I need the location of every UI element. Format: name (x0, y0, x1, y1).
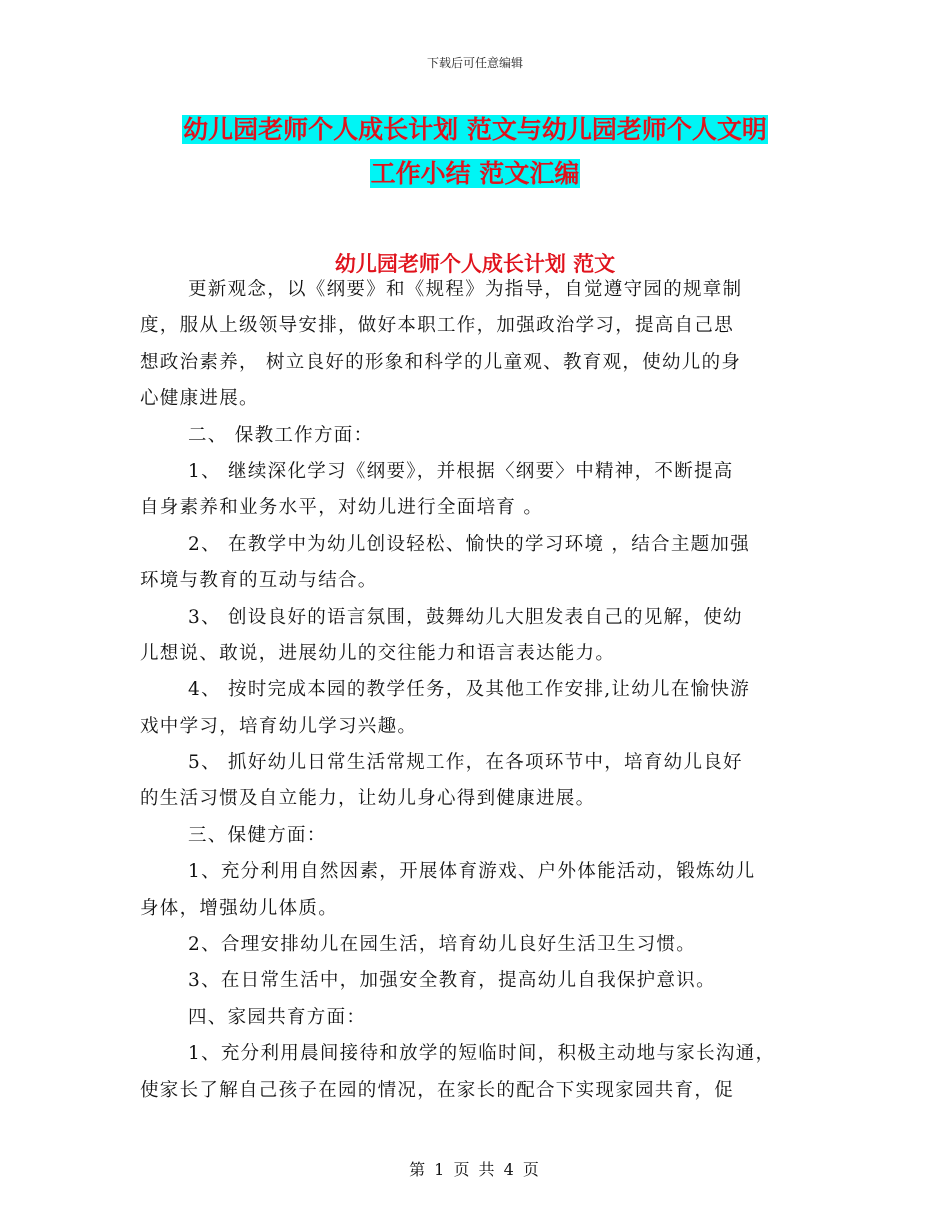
document-title-line-1 (0, 114, 950, 146)
text-line: 2、合理安排幼儿在园生活，培育幼儿良好生活卫生习惯。 (188, 934, 697, 956)
text-line: 四、家园共育方面： (188, 1006, 367, 1028)
text-line: 1、充分利用晨间接待和放学的短临时间，积极主动地与家长沟通， (188, 1043, 776, 1065)
section-title: 幼儿园老师个人成长计划 范文 (334, 252, 616, 276)
text-line: 心健康进展。 (140, 388, 259, 410)
text-line: 想政治素养， 树立良好的形象和科学的儿童观、教育观，使幼儿的身 (140, 351, 742, 373)
text-line: 2、 在教学中为幼儿创设轻松、愉快的学习环境 ，结合主题加强 (188, 533, 751, 555)
text-line: 3、在日常生活中，加强安全教育，提高幼儿自我保护意识。 (188, 970, 716, 992)
document-title-line-2 (0, 158, 950, 190)
text-line: 1、充分利用自然因素，开展体育游戏、户外体能活动，锻炼幼儿 (188, 861, 756, 883)
text-line: 5、 抓好幼儿日常生活常规工作，在各项环节中，培育幼儿良好 (188, 752, 743, 774)
text-line: 身体，增强幼儿体质。 (140, 897, 339, 919)
header-note: 下载后可任意编辑 (426, 56, 523, 70)
text-line: 4、 按时完成本园的教学任务，及其他工作安排,让幼儿在愉快游 (188, 679, 751, 701)
text-line: 三、保健方面： (188, 824, 327, 846)
document-title-text-2: 工作小结 范文汇编 (370, 159, 580, 188)
text-line: 度，服从上级领导安排，做好本职工作，加强政治学习，提高自己思 (140, 315, 735, 337)
text-line: 二、 保教工作方面： (188, 424, 374, 446)
document-title-text-1: 幼儿园老师个人成长计划 范文与幼儿园老师个人文明 (183, 115, 767, 144)
text-line: 使家长了解自己孩子在园的情况，在家长的配合下实现家园共育，促 (140, 1079, 735, 1101)
text-line: 戏中学习，培育幼儿学习兴趣。 (140, 715, 418, 737)
page-footer: 第 1 页 共 4 页 (409, 1160, 541, 1179)
text-line: 3、 创设良好的语言氛围，鼓舞幼儿大胆发表自己的见解，使幼 (188, 606, 743, 628)
text-line: 环境与教育的互动与结合。 (140, 570, 378, 592)
text-line: 的生活习惯及自立能力，让幼儿身心得到健康进展。 (140, 788, 596, 810)
text-line: 更新观念，以《纲要》和《规程》为指导，自觉遵守园的规章制 (188, 279, 743, 300)
text-line: 1、 继续深化学习《纲要》，并根据〈纲要〉中精神，不断提高 (188, 460, 734, 482)
text-line: 自身素养和业务水平，对幼儿进行全面培育 。 (140, 497, 544, 519)
body-text (140, 272, 820, 1109)
text-line: 儿想说、敢说，进展幼儿的交往能力和语言表达能力。 (140, 642, 616, 664)
